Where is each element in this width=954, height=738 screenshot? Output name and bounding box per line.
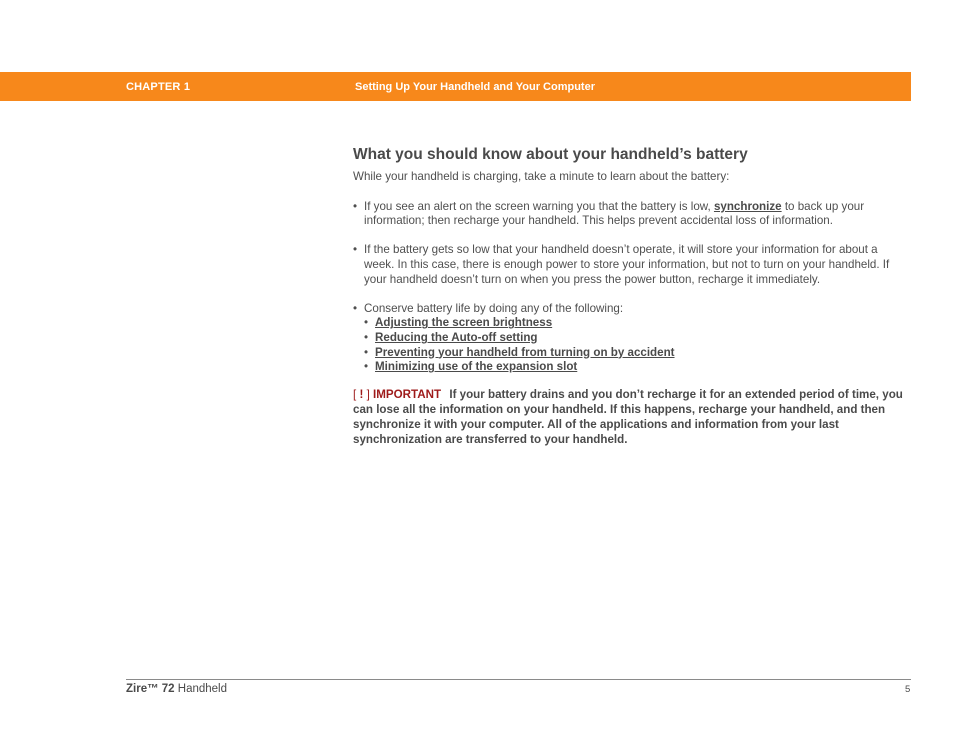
exclamation-icon: ! [359,388,364,402]
footer-divider [126,679,911,680]
list-item [353,302,911,375]
bullet-text: to back up your information; then recharge your handheld. This helps prevent accidental loss of information. [364,199,865,228]
important-label: IMPORTANT [373,388,442,402]
list-item [353,243,911,287]
battery-tips-list [353,200,911,375]
sub-list-item [364,331,911,346]
sub-list-item [364,346,911,361]
intro-text: While your handheld is charging, take a minute to learn about the battery: [353,170,730,183]
auto-off-setting-link[interactable]: Reducing the Auto-off setting [375,330,538,344]
synchronize-link[interactable]: synchronize [713,199,782,213]
section-title: What you should know about your handheld’s battery [353,146,748,163]
screen-brightness-link[interactable]: Adjusting the screen brightness [375,316,553,330]
important-bracket-open: [ [353,388,357,402]
bullet-text: Conserve battery life by doing any of the following: [364,301,624,315]
list-item [353,200,911,229]
conserve-battery-links [364,316,911,374]
sub-list-item [364,316,911,331]
chapter-label: CHAPTER 1 [126,81,191,93]
expansion-slot-link[interactable]: Minimizing use of the expansion slot [375,360,578,374]
important-bracket-close: ] [366,388,370,402]
page-number: 5 [905,684,911,695]
sub-list-item [364,360,911,375]
chapter-header-bar [0,72,911,101]
important-note [353,388,911,447]
prevent-turn-on-link[interactable]: Preventing your handheld from turning on by accident [375,345,675,359]
product-model: Zire™ 72 [126,683,175,695]
product-suffix: Handheld [174,683,228,695]
main-content [353,145,911,448]
bullet-text: If you see an alert on the screen warning you that the battery is low, [364,199,714,213]
chapter-title: Setting Up Your Handheld and Your Computer [355,81,595,93]
important-text: If your battery drains and you don’t recharge it for an extended period of time, you can lose all the information on your handheld. If this happens, recharge your handheld, and then synchronize it with your computer. All of the applications and information from your last synchronization are transferred to your handheld. [353,388,903,446]
footer-product-name [126,683,227,695]
bullet-text: If the battery gets so low that your handheld doesn’t operate, it will store your information for about a week. In this case, there is enough power to store your information, but not to turn on your handheld. If your handheld doesn’t turn on when you press the power button, recharge it immediately. [364,243,890,286]
